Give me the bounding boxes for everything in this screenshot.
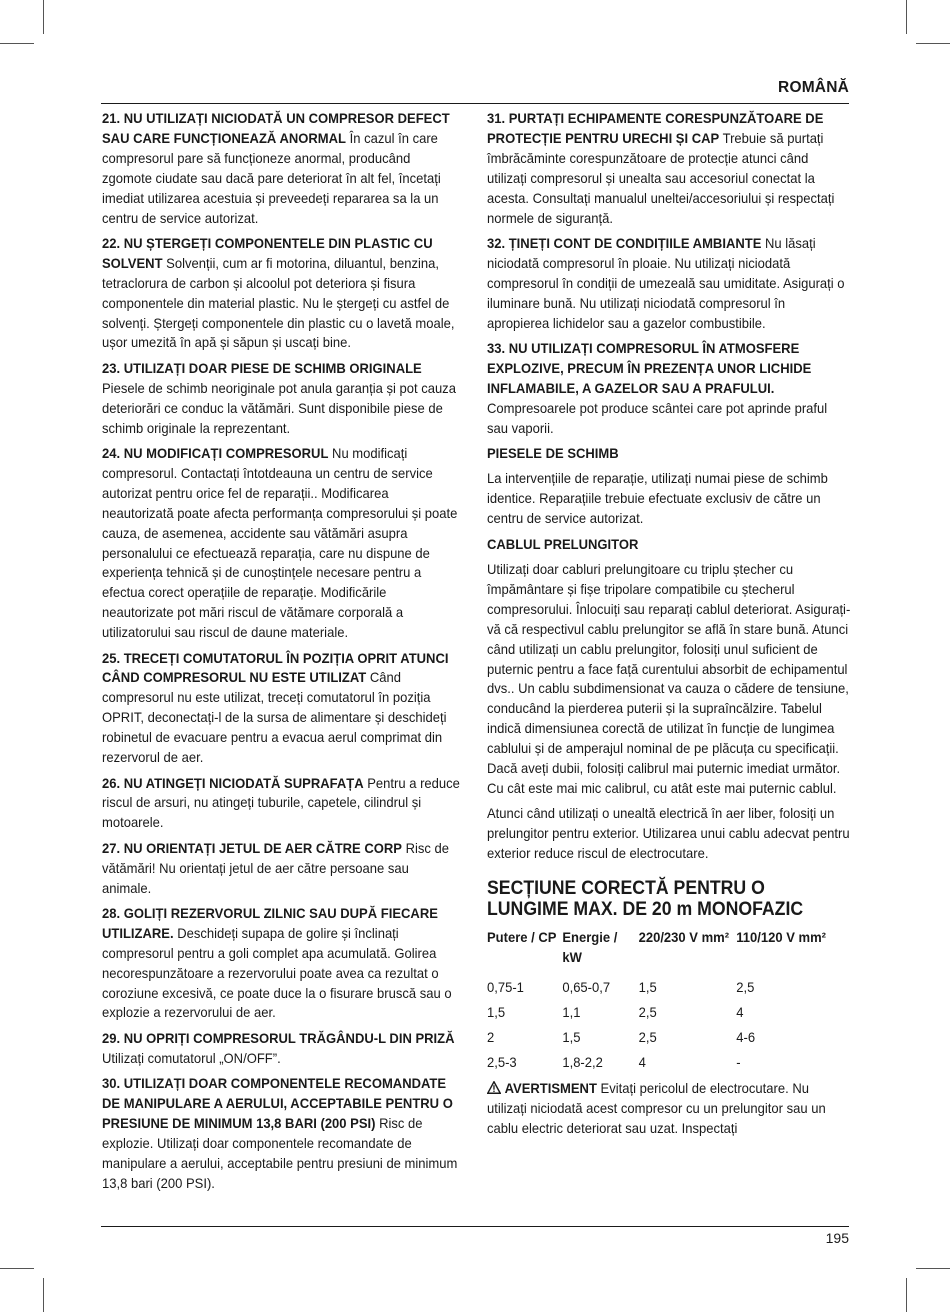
wire-table-title: SECȚIUNE CORECTĂ PENTRU O LUNGIME MAX. DE 20 m MONOFAZIC	[487, 878, 804, 921]
section-text: Solvenții, cum ar fi motorina, diluantul, benzina, tetraclorura de carbon și alcoolul pot deteriora și fisura componentele din material plastic. Nu le ștergeți cu astfel de solvenți. Ștergeți componentele din plastic cu o lavetă moale, ușor umezită în apă și săpun și uscați bine.	[102, 254, 455, 351]
section-text: Compresoarele pot produce scântei care pot aprinde praful sau vaporii.	[487, 399, 828, 436]
table-header-cell: Putere / CP	[487, 929, 557, 946]
page-number: 195	[825, 1230, 849, 1246]
section-32	[487, 234, 851, 334]
left-column	[102, 109, 461, 1199]
section-heading: 33. NU UTILIZAȚI COMPRESORUL ÎN ATMOSFERE EXPLOZIVE, PRECUM ÎN PREZENȚA UNOR LICHIDE INFLAMABILE, A GAZELOR SAU A PRAFULUI.	[487, 339, 812, 396]
section-heading: 27. NU ORIENTAȚI JETUL DE AER CĂTRE CORP	[102, 839, 402, 856]
section-heading: 32. ȚINEȚI CONT DE CONDIȚIILE AMBIANTE	[487, 234, 762, 251]
table-cell: 4-6	[736, 1029, 756, 1046]
table-cell: -	[736, 1054, 741, 1071]
extension-cord-paragraph: Utilizați doar cabluri prelungitoare cu triplu ștecher cu împământare și fișe tripolare compatibile cu ștecherul compresorului. Înlocuiți sau reparați cablul deteriorat. Asigurați-vă că respectivul cablu prelungitor se află în stare bună. Atunci când utilizați un cablu prelungitor, folosiți unul suficient de puternic pentru a face față curentului absorbit de echipamentul dvs.. Un cablu subdimensionat va cauza o cădere de tensiune, conducând la pierderea puterii și la supraîncălzire. Tabelul indică dimensiunea corectă de utilizat în funcție de lungimea cablului și de amperajul nominal de pe plăcuța cu specificații. Dacă aveți dubii, folosiți calibrul mai puternic imediat următor. Cu cât este mai mic calibrul, cu atât este mai puternic cablul.	[487, 561, 851, 796]
table-cell: 1,1	[562, 1004, 581, 1021]
crop-mark	[43, 0, 44, 34]
table-cell: 2,5	[736, 979, 755, 996]
section-text: Utilizați comutatorul „ON/OFF”.	[102, 1049, 281, 1066]
table-cell: 2,5	[638, 1004, 657, 1021]
section-text: Nu modificați compresorul. Contactați întotdeauna un centru de service autorizat pentru orice fel de reparații.. Modificarea neautorizată poate afecta performanța compresorului și poate cauza, de asemenea, accidente sau vătămări asupra personalului ce efectuează reparația, care nu dispune de experiența tehnică și de cunoștințele necesare pentru a efectua corect operațiile de reparație. Modificările neautorizate pot mări riscul de vătămare corporală a utilizatorului sau riscul de daune materiale.	[102, 445, 458, 641]
section-30	[102, 1074, 461, 1193]
table-header-cell: Energie / kW	[562, 929, 618, 965]
footer-divider	[101, 1226, 849, 1227]
section-33	[487, 339, 851, 439]
section-31	[487, 109, 851, 228]
section-heading: 30. UTILIZAȚI DOAR COMPONENTELE RECOMANDATE DE MANIPULARE A AERULUI, ACCEPTABILE PENTRU O PRESIUNE DE MINIMUM 13,8 BARI (200 PSI)	[102, 1075, 453, 1131]
extension-cord-paragraph: Atunci când utilizați o unealtă electrică în aer liber, folosiți un prelungitor pentru exterior. Utilizarea unui cablu adecvat pentru exterior reduce riscul de electrocutare.	[487, 805, 850, 862]
section-22	[102, 234, 461, 353]
section-text: Pentru a reduce riscul de arsuri, nu atingeți tuburile, capetele, cilindrul și motoarele.	[102, 774, 460, 831]
section-26	[102, 774, 461, 834]
section-heading: 26. NU ATINGEȚI NICIODATĂ SUPRAFAȚA	[102, 774, 364, 791]
section-heading: 21. NU UTILIZAȚI NICIODATĂ UN COMPRESOR DEFECT SAU CARE FUNCȚIONEAZĂ ANORMAL	[102, 110, 450, 146]
table-cell: 4	[638, 1054, 646, 1071]
right-column	[487, 109, 851, 1144]
section-28	[102, 904, 461, 1023]
language-label: ROMÂNĂ	[778, 79, 849, 96]
table-row	[487, 979, 851, 1004]
section-25	[102, 649, 461, 768]
section-text: Risc de explozie. Utilizați doar componentele recomandate de manipulare a aerului, acceptabile pentru presiuni de minimum 13,8 bari (200 PSI).	[102, 1115, 458, 1191]
table-cell: 1,8-2,2	[562, 1054, 603, 1071]
section-text: În cazul în care compresorul pare să funcționeze anormal, producând zgomote ciudate sau dacă pare deteriorat în alt fel, încetați imediat utilizarea acestuia și preveedeți repararea sa la un centru de service autorizat.	[102, 129, 441, 226]
table-cell: 2,5-3	[487, 1054, 517, 1071]
section-heading: 24. NU MODIFICAȚI COMPRESORUL	[102, 445, 329, 461]
spare-parts-text: La intervențiile de reparație, utilizați numai piese de schimb identice. Reparațiile trebuie efectuate exclusiv de către un centru de service autorizat.	[487, 470, 828, 527]
section-text: Piesele de schimb neoriginale pot anula garanția și pot cauza deteriorări ce conduc la vătămări. Sunt disponibile piese de schimb originale la reprezentant.	[102, 379, 456, 436]
section-23	[102, 359, 461, 439]
section-heading: 28. GOLIȚI REZERVORUL ZILNIC SAU DUPĂ FIECARE UTILIZARE.	[102, 904, 438, 941]
section-text: Deschideți supapa de golire și înclinați compresorul pentru a goli complet apa acumulată. Golirea necorespunzătoare a rezervorului poate avea ca rezultat o coroziune excesivă, ce poate duce la o fisurare bruscă sau o explozie a rezervorului de aer.	[102, 924, 452, 1021]
table-cell: 0,75-1	[487, 979, 524, 996]
header-divider	[101, 103, 849, 104]
table-cell: 4	[736, 1004, 744, 1021]
warning-text: Evitați pericolul de electrocutare. Nu utilizați niciodată acest compresor cu un prelungitor sau un cablu electric deteriorat sau uzat. Inspectați	[487, 1080, 826, 1136]
warning-label: AVERTISMENT	[504, 1080, 597, 1097]
section-heading: 29. NU OPRIȚI COMPRESORUL TRĂGÂNDU-L DIN PRIZĂ	[102, 1029, 455, 1046]
section-heading: 25. TRECEȚI COMUTATORUL ÎN POZIȚIA OPRIT ATUNCI CÂND COMPRESORUL NU ESTE UTILIZAT	[102, 649, 449, 686]
table-row	[487, 1054, 851, 1079]
table-cell: 2,5	[638, 1029, 657, 1046]
warning-paragraph	[487, 1079, 851, 1139]
table-row	[487, 1004, 851, 1029]
extension-cord-title: CABLUL PRELUNGITOR	[487, 535, 639, 552]
section-27	[102, 839, 461, 899]
section-21	[102, 109, 461, 228]
table-cell: 1,5	[562, 1029, 581, 1046]
crop-mark	[916, 1268, 950, 1269]
table-cell: 0,65-0,7	[562, 979, 611, 996]
section-text: Nu lăsați niciodată compresorul în ploaie. Nu utilizați niciodată compresorul în condiții de umezeală sau umiditate. Asigurați o iluminare bună. Nu utilizați niciodată compresorul în apropierea lichidelor sau a gazelor combustibile.	[487, 234, 845, 331]
table-cell: 2	[487, 1029, 495, 1046]
section-heading: 22. NU ȘTERGEȚI COMPONENTELE DIN PLASTIC CU SOLVENT	[102, 234, 433, 271]
crop-mark	[0, 43, 34, 44]
section-heading: 31. PURTAȚI ECHIPAMENTE CORESPUNZĂTOARE DE PROTECȚIE PENTRU URECHI ȘI CAP	[487, 110, 824, 146]
section-heading: 23. UTILIZAȚI DOAR PIESE DE SCHIMB ORIGINALE	[102, 359, 422, 376]
table-header-row	[487, 928, 851, 979]
table-header-cell: 220/230 V mm²	[638, 929, 730, 946]
section-text: Trebuie să purtați îmbrăcăminte corespunzătoare de protecție atunci când utilizați compresorul și unealta sau accesoriul conectat la acesta. Consultați manualul uneltei/accesoriului și respectați normele de siguranță.	[487, 129, 835, 226]
spare-parts-title: PIESELE DE SCHIMB	[487, 445, 619, 461]
table-header-cell: 110/120 V mm²	[736, 929, 826, 946]
warning-triangle-icon	[487, 1079, 501, 1099]
crop-mark	[906, 0, 907, 34]
table-cell: 1,5	[487, 1004, 506, 1021]
wire-gauge-table	[487, 928, 851, 1079]
crop-mark	[0, 1268, 34, 1269]
crop-mark	[916, 43, 950, 44]
crop-mark	[906, 1278, 907, 1312]
table-cell: 1,5	[638, 979, 657, 996]
crop-mark	[43, 1278, 44, 1312]
section-29	[102, 1029, 461, 1069]
section-text: Risc de vătămări! Nu orientați jetul de aer către persoane sau animale.	[102, 839, 450, 896]
section-text: Când compresorul nu este utilizat, treceți comutatorul în poziția OPRIT, deconectați-l de la sursa de alimentare și deschideți robinetul de evacuare pentru a evacua aerul comprimat din rezervorul de aer.	[102, 669, 447, 766]
table-row	[487, 1029, 851, 1054]
section-24	[102, 444, 461, 643]
